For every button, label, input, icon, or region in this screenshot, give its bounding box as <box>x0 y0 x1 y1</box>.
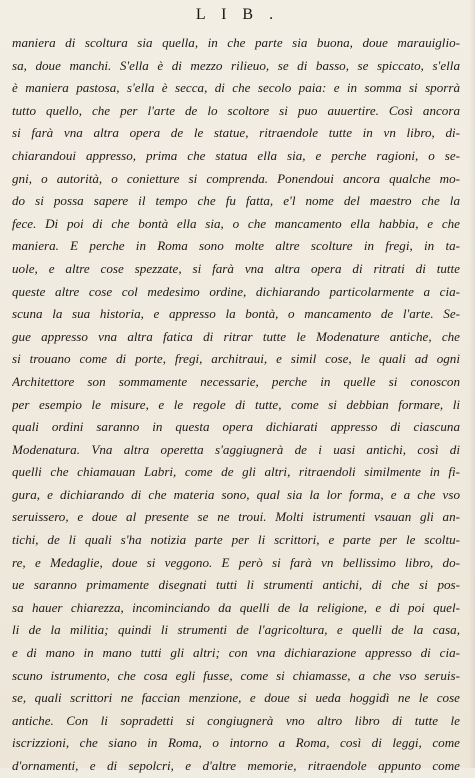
text-line-2: sa, doue manchi. S'ella è di mezzo rilieuo, se di basso, se spiccato, s'ella <box>12 57 460 73</box>
text-line-15: si trouano come di porte, fregi, architraui, e simil cose, le quali ad ogni <box>12 351 460 367</box>
text-line-21: gura, e dichiarando di che materia sono, qual sia la lor forma, e a che vso <box>12 486 460 502</box>
text-line-18: quali ordini saranno in questa opera dichiarati appresso di ciascuna <box>12 419 460 435</box>
text-line-11: uole, e altre cose spezzate, si farà vna altra opera di ritrati di tutte <box>12 260 460 276</box>
text-line-7: gni, o autorità, o conietture si comprenda. Ponendoui ancora qualche mo- <box>12 170 460 186</box>
text-line-8: do si possa sapere il tempo che fu fatta, e'l nome del maestro che la <box>12 193 460 209</box>
text-line-10: maniera. E perche in Roma sono molte altre scolture in fregi, in ta- <box>12 238 460 254</box>
text-line-4: tutto quello, che per l'arte de lo scoltore si puo auuertire. Così ancora <box>12 102 460 118</box>
text-line-30: se, quali scrittori ne faccian menzione, e doue si ueda hoggidì ne le cose <box>12 690 460 706</box>
text-line-29: scuno istrumento, che cosa egli fusse, come si chiamasse, a che vso seruis- <box>12 667 460 683</box>
text-line-33: d'ornamenti, e di sepolcri, e d'altre memorie, ritraendole appunto come <box>12 758 460 773</box>
text-line-14: gue appresso vna altra fatica di ritrar tutte le Modenature antiche, che <box>12 328 460 344</box>
text-line-6: chiarandoui appresso, prima che statua ella sia, e perche ragioni, o se- <box>12 147 460 163</box>
text-line-9: fece. Di poi di che bontà ella sia, o che mancamento ella habbia, e che <box>12 215 460 231</box>
text-line-23: tichi, de li quali s'ha notizia parte per li scrittori, e parte per le scoltu- <box>12 532 460 548</box>
text-line-27: li de la militia; quindi li strumenti de l'agricoltura, e quelli de la casa, <box>12 622 460 638</box>
text-line-5: si farà vna altra opera de le statue, ritraendole tutte in vn libro, di- <box>12 125 460 141</box>
text-line-25: ue saranno primamente disegnati tutti li strumenti antichi, di che si pos- <box>12 577 460 593</box>
text-line-26: sa hauer chiarezza, incominciando da quelli de la religione, e di poi quel- <box>12 599 460 615</box>
text-line-31: antiche. Con li sopradetti si congiugnerà vno altro libro di tutte le <box>12 712 460 728</box>
body-text <box>12 32 460 778</box>
running-title: L I B . <box>195 6 280 23</box>
text-line-13: scuna la sua historia, e appresso la bontà, o mancamento de l'arte. Se- <box>12 306 460 322</box>
text-line-28: e di mano in mano tutti gli altri; con vna dichiarazione appresso di cia- <box>12 645 460 661</box>
text-line-20: quelli che chiamauan Labri, come de gli altri, ritraendoli similmente in fi- <box>12 464 460 480</box>
text-line-16: Architettore son sommamente necessarie, perche in quelle si conoscon <box>12 373 460 389</box>
text-line-32: iscrizzioni, che siano in Roma, o intorno a Roma, così di leggi, come <box>12 735 460 751</box>
text-line-19: Modenatura. Vna altra operetta s'aggiugnerà de i uasi antichi, così di <box>12 441 460 457</box>
text-line-17: per esempio le misure, e le regole di tutte, come si debbian formare, li <box>12 396 460 412</box>
text-line-3: è maniera pastosa, s'ella è secca, di che secolo paia: e in somma si sporrà <box>12 80 460 96</box>
text-line-22: seruissero, e doue al presente se ne troui. Molti istrumenti vsauan gli an- <box>12 509 460 525</box>
text-line-1: maniera di scoltura sia quella, in che parte sia buona, doue marauiglio- <box>12 35 460 50</box>
page-edge-shadow <box>469 0 475 768</box>
text-line-24: re, e Medaglie, doue si veggono. E però si farà vn bellissimo libro, do- <box>12 554 460 570</box>
text-line-12: queste altre cose col medesimo ordine, dichiarando particolarmente a cia- <box>12 283 460 299</box>
